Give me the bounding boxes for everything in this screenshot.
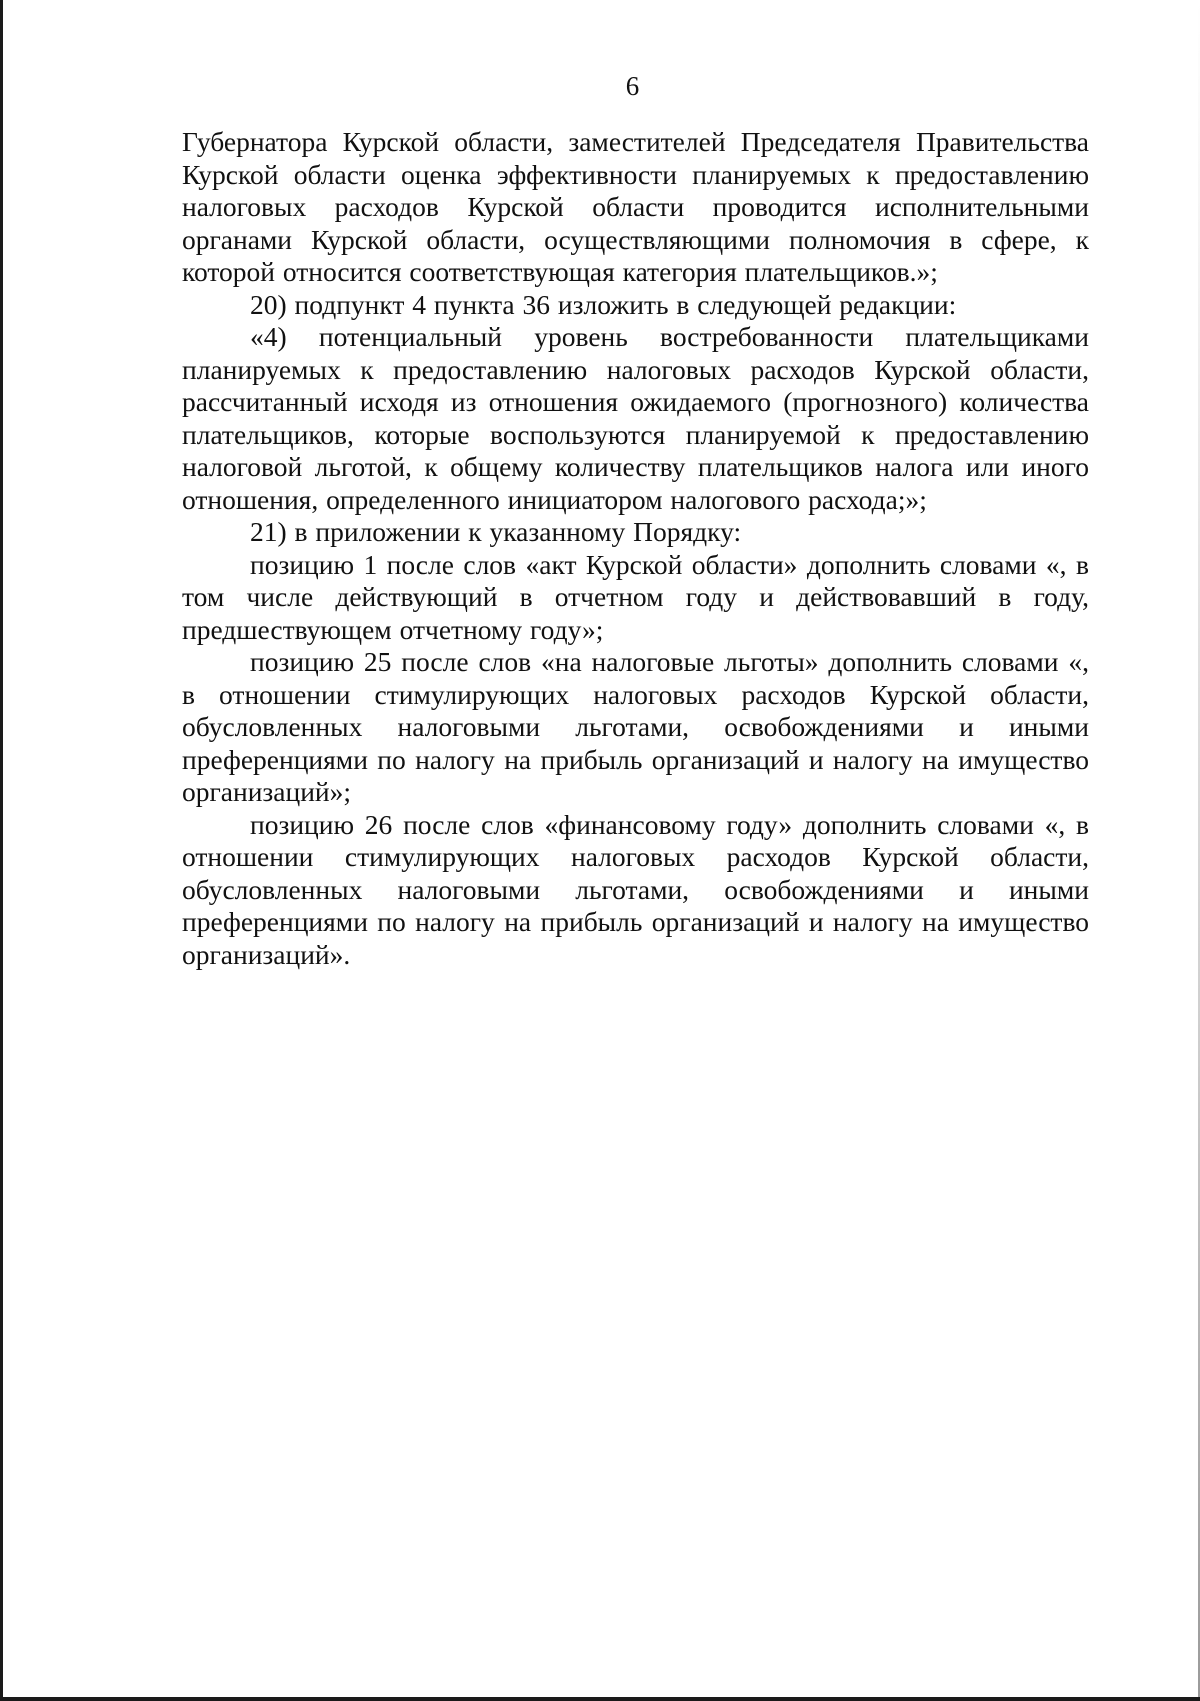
paragraph-item-20: 20) подпункт 4 пункта 36 изложить в следующей редакции: xyxy=(250,288,957,320)
paragraph-position-26: позицию 26 после слов «финансовому году» дополнить словами «, в отношении стимулирующих налоговых расходов Курской области, обусловленных налоговыми льготами, освобождениями и иными преференциями по налогу на прибыль организаций и налогу на имущество организаций». xyxy=(182,808,1089,970)
scan-border-left xyxy=(0,0,3,1701)
document-body xyxy=(182,126,1089,971)
paragraph-item-21: 21) в приложении к указанному Порядку: xyxy=(250,516,742,547)
paragraph-subitem-4: «4) потенциальный уровень востребованности плательщиками планируемых к предоставлению налоговых расходов Курской области, рассчитанный исходя из отношения ожидаемого (прогнозного) количества плательщиков, которые воспользуются планируемой к предоставлению налоговой льготой, к общему количеству плательщиков налога или иного отношения, определенного инициатором налогового расхода;»; xyxy=(182,321,1089,515)
scan-border-bottom xyxy=(0,1697,1200,1701)
page-number: 6 xyxy=(625,71,640,101)
paragraph-position-1: позицию 1 после слов «акт Курской области» дополнить словами «, в том числе действующий в отчетном году и действовавший в году, предшествующем отчетному году»; xyxy=(182,548,1089,645)
paragraph-position-25: позицию 25 после слов «на налоговые льготы» дополнить словами «, в отношении стимулирующих налоговых расходов Курской области, обусловленных налоговыми льготами, освобождениями и иными преференциями по налогу на прибыль организаций и налогу на имущество организаций»; xyxy=(182,646,1089,807)
paragraph-continuation: Губернатора Курской области, заместителей Председателя Правительства Курской области оценка эффективности планируемых к предоставлению налоговых расходов Курской области проводится исполнительными органами Курской области, осуществляющими полномочия в сфере, к которой относится соответствующая категория плательщиков.»; xyxy=(182,126,1089,287)
